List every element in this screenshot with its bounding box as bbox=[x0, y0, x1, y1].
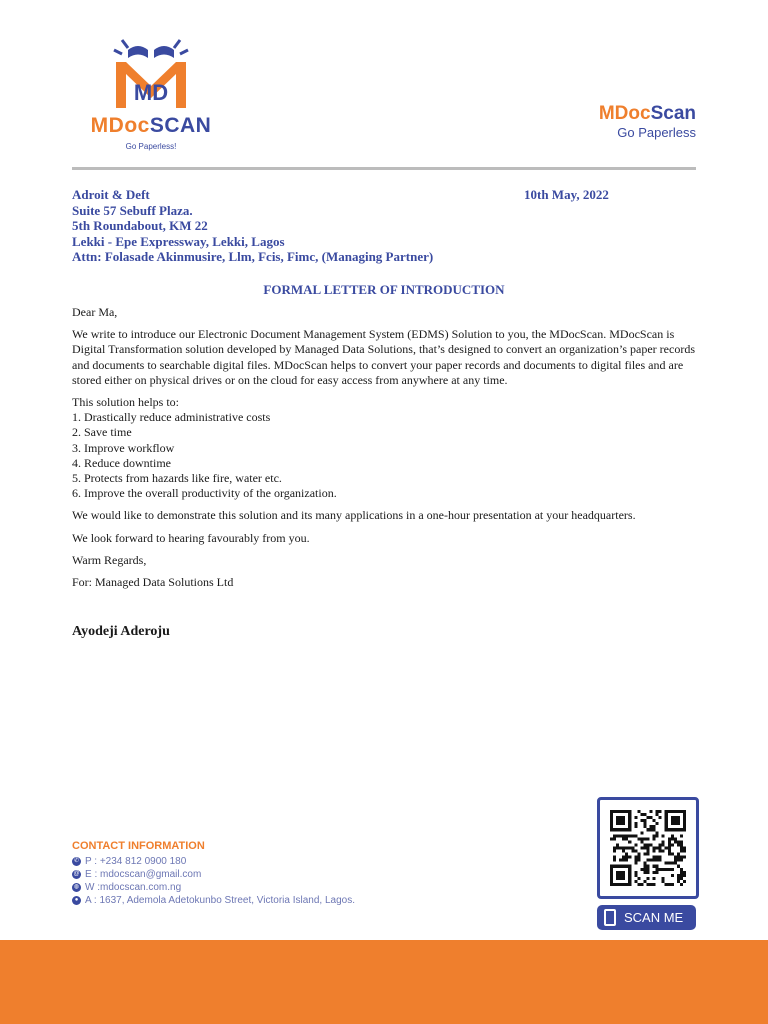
address-line: Suite 57 Sebuff Plaza. bbox=[72, 202, 193, 218]
email-icon: @ bbox=[73, 871, 80, 877]
company-line: For: Managed Data Solutions Ltd bbox=[72, 575, 234, 590]
qr-code[interactable] bbox=[597, 797, 699, 899]
scan-me-button[interactable] bbox=[597, 905, 696, 930]
contact-web-text[interactable]: W :mdocscan.com.ng bbox=[85, 882, 182, 893]
contact-web[interactable] bbox=[72, 881, 355, 894]
recipient-address bbox=[72, 187, 433, 265]
phone-icon: ✆ bbox=[73, 858, 80, 864]
brand-header bbox=[599, 103, 696, 140]
footer-band bbox=[0, 940, 768, 1024]
logo-tagline: Go Paperless! bbox=[125, 142, 177, 151]
list-item: 5. Protects from hazards like fire, water etc. bbox=[72, 471, 282, 486]
list-item: 4. Reduce downtime bbox=[72, 455, 171, 470]
phone-device-icon bbox=[604, 909, 616, 926]
contact-email-text[interactable]: E : mdocscan@gmail.com bbox=[85, 869, 202, 880]
address-line: Attn: Folasade Akinmusire, Llm, Fcis, Fimc, (Managing Partner) bbox=[72, 249, 434, 265]
address-line: Adroit & Deft bbox=[72, 187, 150, 202]
brand-tagline: Go Paperless bbox=[617, 125, 696, 140]
logo-wordmark-scan: SCAN bbox=[149, 114, 212, 137]
list-intro: This solution helps to: bbox=[72, 395, 180, 410]
scan-me-label: SCAN ME bbox=[624, 910, 684, 925]
letter-subject: FORMAL LETTER OF INTRODUCTION bbox=[263, 282, 505, 297]
globe-icon: ◍ bbox=[73, 884, 80, 890]
list-item: 3. Improve workflow bbox=[72, 440, 175, 455]
location-pin-icon: ● bbox=[72, 896, 81, 905]
list-item: 2. Save time bbox=[72, 425, 132, 440]
closing: Warm Regards, bbox=[72, 552, 147, 567]
benefits-list bbox=[72, 395, 696, 501]
contact-info bbox=[72, 840, 355, 907]
logo-monogram: MD bbox=[133, 80, 169, 105]
list-item: 1. Drastically reduce administrative costs bbox=[72, 410, 271, 425]
logo-wordmark-mdoc: MDoc bbox=[90, 114, 150, 137]
header-divider bbox=[72, 167, 696, 170]
letter-date: 10th May, 2022 bbox=[524, 187, 609, 202]
contact-header: CONTACT INFORMATION bbox=[72, 840, 205, 852]
logo-wordmark bbox=[70, 114, 232, 138]
brand-name-scan: Scan bbox=[650, 103, 696, 124]
brand-name bbox=[599, 103, 696, 125]
contact-email[interactable] bbox=[72, 868, 355, 881]
contact-phone bbox=[72, 855, 355, 868]
intro-paragraph: We write to introduce our Electronic Document Management System (EDMS) Solution to you, the MDocScan. MDocScan is Digital Transformation solution developed by Managed Data Solutions, that’s designed to convert an organization’s paper records and documents to searchable digital files. MDocScan helps to convert your paper records and documents to digital files and are stored either on physical drives or on the cloud for easy access from anywhere at any time. bbox=[72, 327, 695, 387]
qr-code-icon bbox=[610, 810, 686, 886]
contact-phone-text: P : +234 812 0900 180 bbox=[85, 856, 187, 867]
contact-address-text: A : 1637, Ademola Adetokunbo Street, Victoria Island, Lagos. bbox=[85, 895, 355, 906]
demo-paragraph: We would like to demonstrate this solution and its many applications in a one-hour presentation at your headquarters. bbox=[72, 508, 636, 523]
letter-body bbox=[72, 305, 696, 597]
signatory-name: Ayodeji Aderoju bbox=[72, 624, 170, 639]
salutation: Dear Ma, bbox=[72, 305, 118, 319]
list-item: 6. Improve the overall productivity of the organization. bbox=[72, 486, 337, 501]
brand-name-mdoc: MDoc bbox=[598, 103, 651, 124]
address-line: 5th Roundabout, KM 22 bbox=[72, 218, 208, 234]
address-line: Lekki - Epe Expressway, Lekki, Lagos bbox=[72, 233, 285, 249]
contact-address bbox=[72, 894, 355, 907]
forward-paragraph: We look forward to hearing favourably from you. bbox=[72, 530, 310, 545]
